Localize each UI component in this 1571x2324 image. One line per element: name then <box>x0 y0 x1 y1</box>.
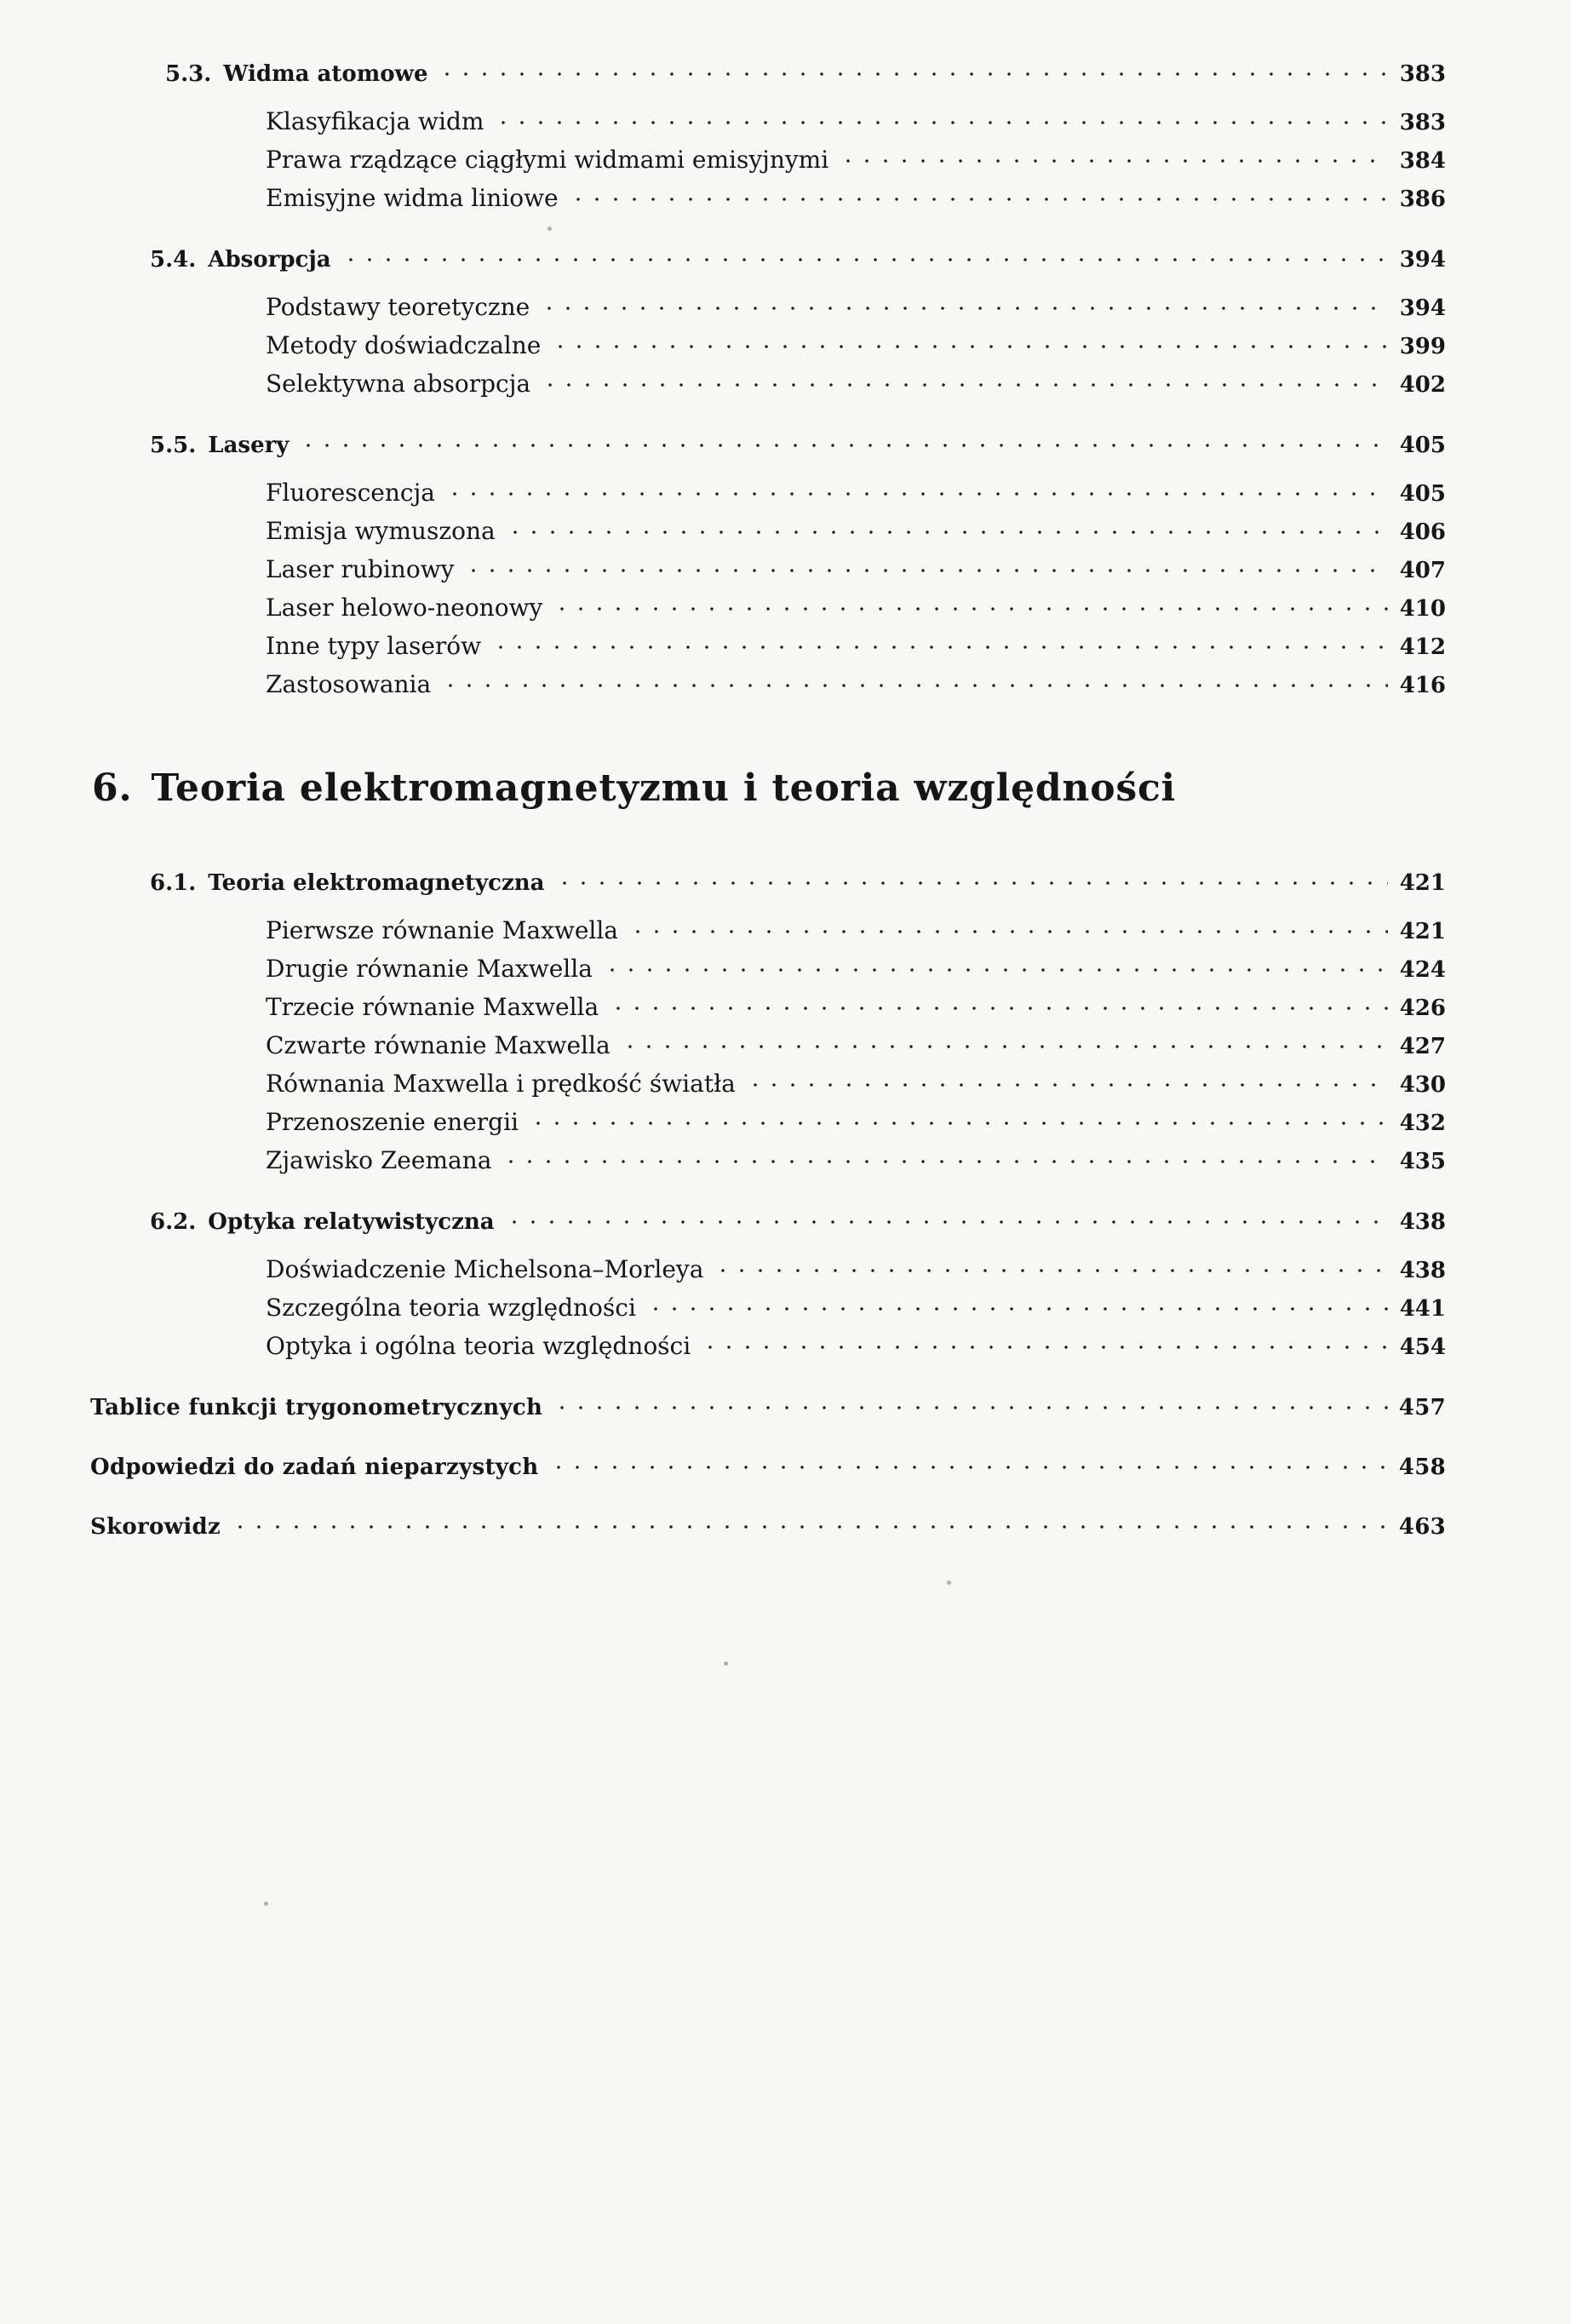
dot-leader <box>541 383 1388 387</box>
dot-leader <box>438 72 1388 76</box>
section-title: Optyka relatywistyczna <box>208 1209 495 1235</box>
dot-leader <box>746 1083 1388 1087</box>
page-number: 399 <box>1399 334 1446 359</box>
section-number: 6.1. <box>150 870 197 896</box>
toc-entry[interactable] <box>266 184 1446 221</box>
dot-leader <box>540 307 1388 310</box>
dot-leader <box>555 881 1389 885</box>
toc-back-matter-tables[interactable] <box>90 1395 1446 1432</box>
toc-entry[interactable] <box>266 517 1446 554</box>
dot-leader <box>603 968 1388 972</box>
toc-entry[interactable] <box>266 293 1446 330</box>
entry-title: Zastosowania <box>266 670 432 698</box>
dot-leader <box>551 345 1388 348</box>
entry-title: Optyka i ogólna teoria względności <box>266 1332 691 1360</box>
entry-title: Podstawy teoretyczne <box>266 293 530 321</box>
toc-entry[interactable] <box>266 555 1446 593</box>
toc-entry[interactable] <box>266 146 1446 183</box>
page-number: 405 <box>1399 481 1446 507</box>
page-number: 457 <box>1398 1395 1446 1420</box>
page-number: 430 <box>1399 1072 1446 1098</box>
toc-section-5-3[interactable] <box>165 61 1446 99</box>
chapter-title: Teoria elektromagnetyzmu i teoria względności <box>151 766 1177 810</box>
page-number: 435 <box>1399 1149 1446 1174</box>
page-number: 463 <box>1398 1514 1446 1540</box>
page-number: 416 <box>1399 673 1446 698</box>
dot-leader <box>441 684 1388 687</box>
dot-leader <box>502 1160 1388 1163</box>
page-number: 386 <box>1399 186 1446 212</box>
toc-back-matter-index[interactable] <box>90 1514 1446 1552</box>
entry-title: Emisja wymuszona <box>266 517 496 545</box>
dot-leader <box>445 492 1388 496</box>
entry-title: Laser helowo-neonowy <box>266 594 543 622</box>
section-title: Absorpcja <box>208 247 331 273</box>
entry-title: Laser rubinowy <box>266 555 455 583</box>
toc-entry[interactable] <box>266 916 1446 954</box>
page-number: 438 <box>1399 1258 1446 1283</box>
toc-entry[interactable] <box>266 594 1446 631</box>
page-number: 394 <box>1399 247 1446 273</box>
toc-entry[interactable] <box>266 955 1446 992</box>
section-title: Lasery <box>208 433 290 458</box>
dot-leader <box>628 930 1388 933</box>
page-number: 421 <box>1399 919 1446 944</box>
section-number: 5.3. <box>165 61 212 87</box>
dot-leader <box>494 121 1388 124</box>
page-number: 405 <box>1399 433 1446 458</box>
page-number: 402 <box>1399 372 1446 398</box>
page-number: 426 <box>1399 996 1446 1021</box>
entry-title: Pierwsze równanie Maxwella <box>266 916 618 944</box>
toc-entry[interactable] <box>266 670 1446 708</box>
toc-entry[interactable] <box>266 1070 1446 1107</box>
entry-title: Selektywna absorpcja <box>266 370 531 398</box>
chapter-number: 6. <box>92 766 133 810</box>
toc-entry[interactable] <box>266 331 1446 369</box>
toc-entry[interactable] <box>266 1294 1446 1331</box>
scan-speck <box>264 1902 268 1906</box>
toc-section-5-4[interactable] <box>150 247 1446 284</box>
dot-leader <box>621 1045 1388 1048</box>
dot-leader <box>529 1122 1388 1125</box>
section-title: Teoria elektromagnetyczna <box>208 870 545 896</box>
dot-leader <box>299 444 1388 447</box>
dot-leader <box>553 607 1388 611</box>
page-number: 407 <box>1399 558 1446 583</box>
scan-speck <box>947 1581 951 1585</box>
entry-title: Emisyjne widma liniowe <box>266 184 559 212</box>
toc-entry[interactable] <box>266 1146 1446 1184</box>
entry-title: Prawa rządzące ciągłymi widmami emisyjnymi <box>266 146 829 174</box>
entry-title: Drugie równanie Maxwella <box>266 955 593 983</box>
page-number: 406 <box>1399 519 1446 545</box>
section-number: 6.2. <box>150 1209 197 1235</box>
toc-entry[interactable] <box>266 1031 1446 1069</box>
section-number: 5.5. <box>150 433 197 458</box>
toc-entry[interactable] <box>266 107 1446 145</box>
page-number: 458 <box>1398 1455 1446 1480</box>
dot-leader <box>701 1346 1388 1349</box>
section-number: 5.4. <box>150 247 197 273</box>
toc-entry[interactable] <box>266 370 1446 407</box>
dot-leader <box>491 646 1388 649</box>
dot-leader <box>609 1007 1388 1010</box>
dot-leader <box>549 1466 1389 1469</box>
page-number: 454 <box>1399 1334 1446 1360</box>
toc-entry[interactable] <box>266 1255 1446 1293</box>
dot-leader <box>646 1307 1388 1311</box>
page-number: 438 <box>1399 1209 1446 1235</box>
section-title: Widma atomowe <box>223 61 428 87</box>
dot-leader <box>553 1406 1388 1409</box>
scan-speck <box>724 1661 728 1666</box>
dot-leader <box>839 159 1388 163</box>
chapter-heading <box>92 766 1176 810</box>
page-number: 394 <box>1399 296 1446 321</box>
entry-title: Metody doświadczalne <box>266 331 542 359</box>
page-number: 424 <box>1399 957 1446 983</box>
toc-section-5-5[interactable] <box>150 433 1446 470</box>
entry-title: Doświadczenie Michelsona–Morleya <box>266 1255 704 1283</box>
dot-leader <box>464 569 1388 572</box>
dot-leader <box>506 531 1388 534</box>
toc-entry[interactable] <box>266 993 1446 1030</box>
dot-leader <box>714 1269 1388 1272</box>
page-number: 412 <box>1399 634 1446 660</box>
toc-back-matter-answers[interactable] <box>90 1455 1446 1492</box>
page-number: 410 <box>1399 596 1446 622</box>
entry-title: Szczególna teoria względności <box>266 1294 636 1322</box>
entry-title: Przenoszenie energii <box>266 1108 519 1136</box>
entry-title: Zjawisko Zeemana <box>266 1146 492 1174</box>
page-number: 383 <box>1399 61 1446 87</box>
entry-title: Trzecie równanie Maxwella <box>266 993 599 1021</box>
dot-leader <box>341 258 1388 261</box>
entry-title: Skorowidz <box>90 1514 221 1540</box>
page-number: 384 <box>1399 148 1446 174</box>
page-number: 432 <box>1399 1110 1446 1136</box>
entry-title: Odpowiedzi do zadań nieparzystych <box>90 1455 539 1480</box>
toc-entry[interactable] <box>266 632 1446 669</box>
page-number: 421 <box>1399 870 1446 896</box>
toc-section-6-2[interactable] <box>150 1209 1446 1247</box>
entry-title: Czwarte równanie Maxwella <box>266 1031 611 1059</box>
dot-leader <box>569 198 1388 201</box>
entry-title: Tablice funkcji trygonometrycznych <box>90 1395 543 1420</box>
scan-speck <box>548 227 552 231</box>
entry-title: Inne typy laserów <box>266 632 482 660</box>
toc-entry[interactable] <box>266 1332 1446 1369</box>
page-number: 427 <box>1399 1034 1446 1059</box>
toc-section-6-1[interactable] <box>150 870 1446 908</box>
page-number: 383 <box>1399 110 1446 135</box>
toc-entry[interactable] <box>266 479 1446 516</box>
toc-entry[interactable] <box>266 1108 1446 1145</box>
entry-title: Klasyfikacja widm <box>266 107 484 135</box>
dot-leader <box>231 1525 1388 1529</box>
entry-title: Równania Maxwella i prędkość światła <box>266 1070 736 1098</box>
dot-leader <box>505 1220 1388 1224</box>
entry-title: Fluorescencja <box>266 479 435 507</box>
page-number: 441 <box>1399 1296 1446 1322</box>
